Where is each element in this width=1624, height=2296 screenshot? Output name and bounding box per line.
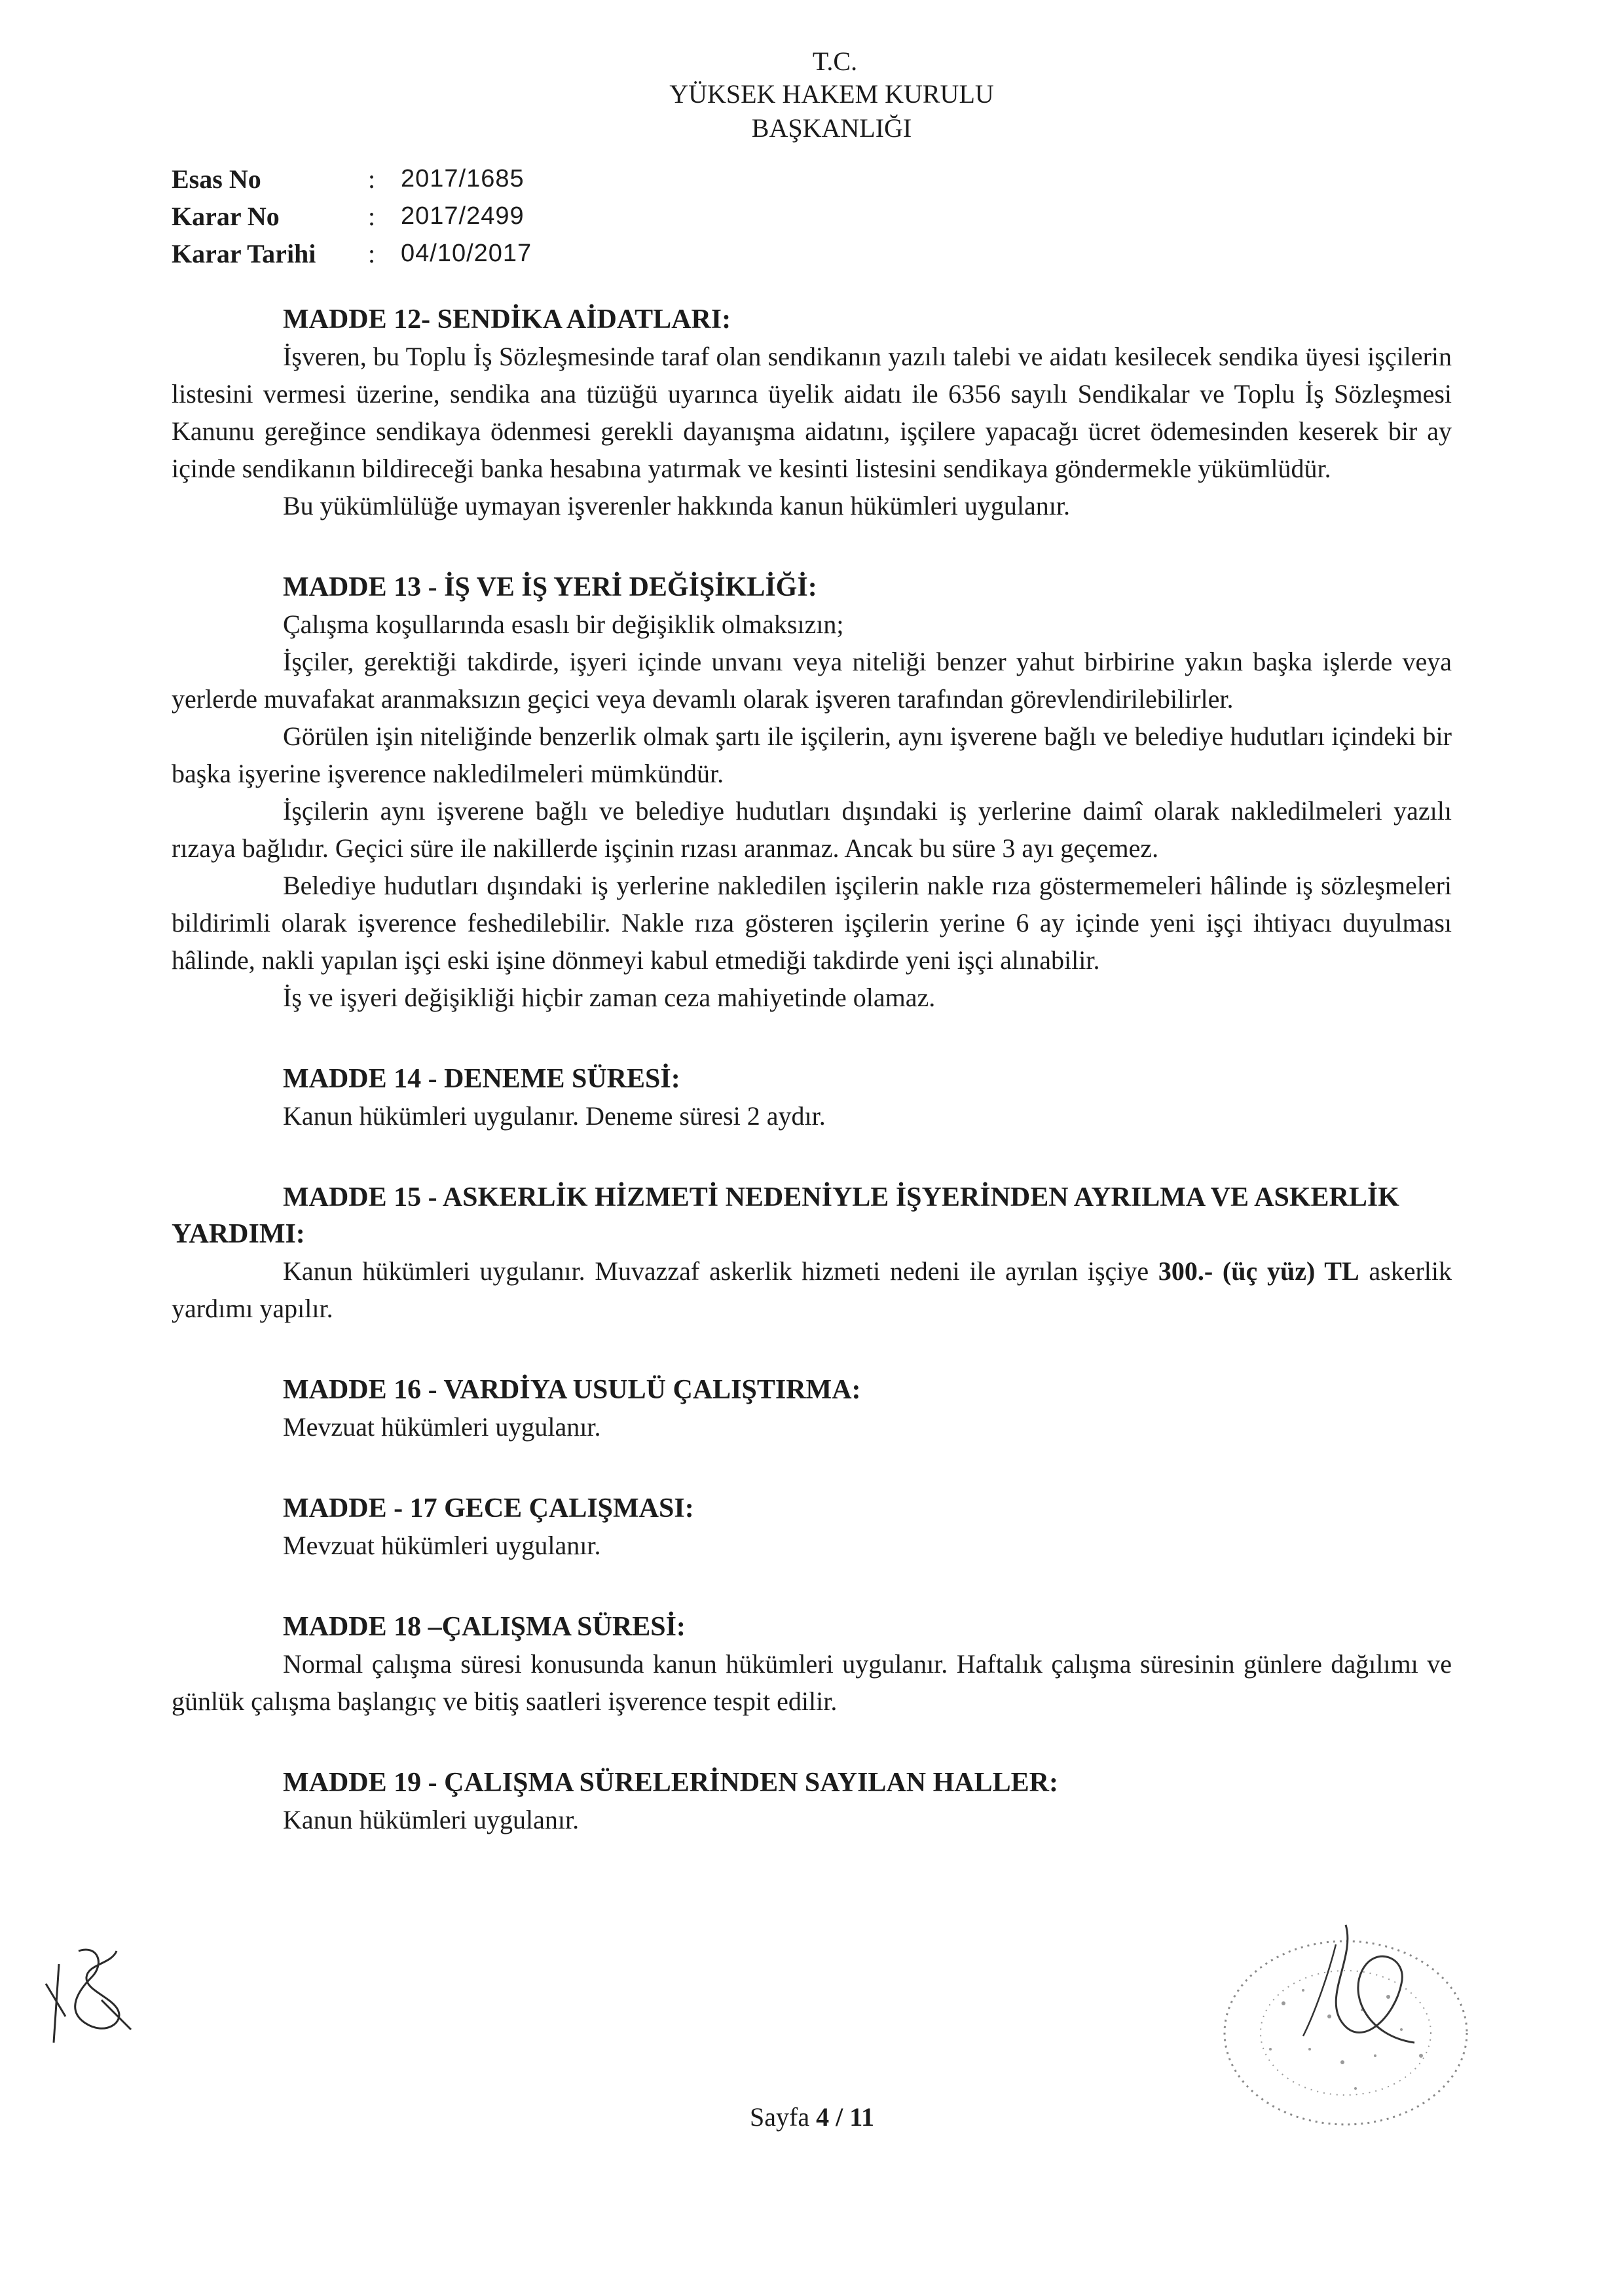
article-paragraph: Görülen işin niteliğinde benzerlik olmak şartı ile işçilerin, aynı işverene bağlı ve belediye hudutları içindeki bir başka işyerine işverence nakledilmeleri mümkündür. <box>172 721 1452 788</box>
page-label: Sayfa <box>750 2102 817 2132</box>
article-title: MADDE 14 - DENEME SÜRESİ: <box>283 1064 680 1094</box>
page-footer <box>0 2102 1624 2132</box>
separator: : <box>368 202 376 231</box>
article-18 <box>172 1609 1452 1720</box>
article-title: MADDE 19 - ÇALIŞMA SÜRELERİNDEN SAYILAN HALLER: <box>283 1768 1058 1798</box>
page-number: 4 / 11 <box>816 2102 874 2132</box>
karar-tarihi-value: 04/10/2017 <box>401 240 532 267</box>
article-13 <box>172 569 1452 1016</box>
header-tc: T.C. <box>812 46 858 76</box>
article-paragraph: Mevzuat hükümleri uygulanır. <box>283 1412 601 1442</box>
document-body <box>172 301 1452 1883</box>
paragraph-text: Kanun hükümleri uygulanır. Muvazzaf askerlik hizmeti nedeni ile ayrılan işçiye <box>283 1256 1158 1286</box>
article-paragraph: Kanun hükümleri uygulanır. <box>283 1805 580 1834</box>
article-paragraph: Çalışma koşullarında esaslı bir değişiklik olmaksızın; <box>283 610 844 639</box>
karar-tarihi-label: Karar Tarihi <box>172 239 316 268</box>
article-12 <box>172 301 1452 524</box>
article-title: MADDE 12- SENDİKA AİDATLARI: <box>283 304 731 335</box>
document-header <box>0 46 1624 145</box>
article-title: MADDE 16 - VARDİYA USULÜ ÇALIŞTIRMA: <box>283 1375 861 1405</box>
article-17 <box>172 1490 1452 1564</box>
article-paragraph: İş ve işyeri değişikliği hiçbir zaman ceza mahiyetinde olamaz. <box>283 983 936 1012</box>
article-19 <box>172 1764 1452 1838</box>
article-paragraph: Mevzuat hükümleri uygulanır. <box>283 1531 601 1560</box>
article-15 <box>172 1179 1452 1327</box>
case-info-row <box>172 235 532 272</box>
article-paragraph <box>172 1252 1452 1327</box>
article-title: MADDE 18 –ÇALIŞMA SÜRESİ: <box>283 1612 686 1642</box>
article-paragraph: İşçilerin aynı işverene bağlı ve belediye hudutları dışındaki iş yerlerine daimî olarak nakledilmeleri yazılı rızaya bağlıdır. Geçici süre ile nakillerde işçinin rızası aranmaz. Ancak bu süre 3 ayı geçemez. <box>172 796 1452 863</box>
article-16 <box>172 1372 1452 1446</box>
article-paragraph: Kanun hükümleri uygulanır. Deneme süresi 2 aydır. <box>283 1101 826 1131</box>
handwritten-mark-icon <box>39 1938 144 2049</box>
article-title: MADDE - 17 GECE ÇALIŞMASI: <box>283 1493 694 1523</box>
case-info-row <box>172 198 532 235</box>
header-institution: YÜKSEK HAKEM KURULU <box>669 79 994 109</box>
article-paragraph: Normal çalışma süresi konusunda kanun hükümleri uygulanır. Haftalık çalışma süresinin günlere dağılımı ve günlük çalışma başlangıç ve bitiş saatleri işverence tespit edilir. <box>172 1649 1452 1716</box>
article-paragraph: İşçiler, gerektiği takdirde, işyeri içinde unvanı veya niteliği benzer yahut birbirine yakın başka işlerde veya yerlerde muvafakat aranmaksızın geçici veya devamlı olarak işveren tarafından görevlendirilebilirler. <box>172 647 1452 714</box>
article-paragraph: Bu yükümlülüğe uymayan işverenler hakkında kanun hükümleri uygulanır. <box>283 491 1070 520</box>
article-paragraph: İşveren, bu Toplu İş Sözleşmesinde taraf olan sendikanın yazılı talebi ve aidatı kesilecek sendika üyesi işçilerin listesini vermesi üzerine, sendika ana tüzüğü uyarınca üyelik aidatı ile 6356 sayılı Sendikalar ve Toplu İş Sözleşmesi Kanunu gereğince sendikaya ödenmesi gerekli dayanışma aidatını, işçilere yapacağı ücret ödemesinden keserek bir ay içinde sendikanın bildireceği banka hesabına yatırmak ve kesinti listesini sendikaya göndermekle yükümlüdür. <box>172 342 1452 483</box>
separator: : <box>368 239 376 268</box>
esas-no-label: Esas No <box>172 164 261 194</box>
military-aid-amount: 300.- (üç yüz) TL <box>1158 1256 1359 1286</box>
case-info-row <box>172 160 532 198</box>
paragraph-text: askerlik yardımı yapılır. <box>172 1256 1452 1323</box>
karar-no-label: Karar No <box>172 202 280 231</box>
case-info <box>172 160 532 272</box>
karar-no-value: 2017/2499 <box>401 202 525 230</box>
header-presidency: BAŞKANLIĞI <box>751 113 912 143</box>
article-paragraph: Belediye hudutları dışındaki iş yerlerine nakledilen işçilerin nakle rıza göstermemeleri hâlinde iş sözleşmeleri bildirimli olarak işverence feshedilebilir. Nakle rıza gösteren işçilerin yerine 6 ay içinde yeni işçi ihtiyacı duyulması hâlinde, nakli yapılan işçi eski işine dönmeyi kabul etmediği takdirde yeni işçi alınabilir. <box>172 871 1452 975</box>
separator: : <box>368 164 376 194</box>
esas-no-value: 2017/1685 <box>401 165 525 192</box>
article-title: MADDE 15 - ASKERLİK HİZMETİ NEDENİYLE İŞYERİNDEN AYRILMA VE ASKERLİK YARDIMI: <box>172 1182 1399 1249</box>
article-title: MADDE 13 - İŞ VE İŞ YERİ DEĞİŞİKLİĞİ: <box>283 572 817 602</box>
article-14 <box>172 1061 1452 1135</box>
